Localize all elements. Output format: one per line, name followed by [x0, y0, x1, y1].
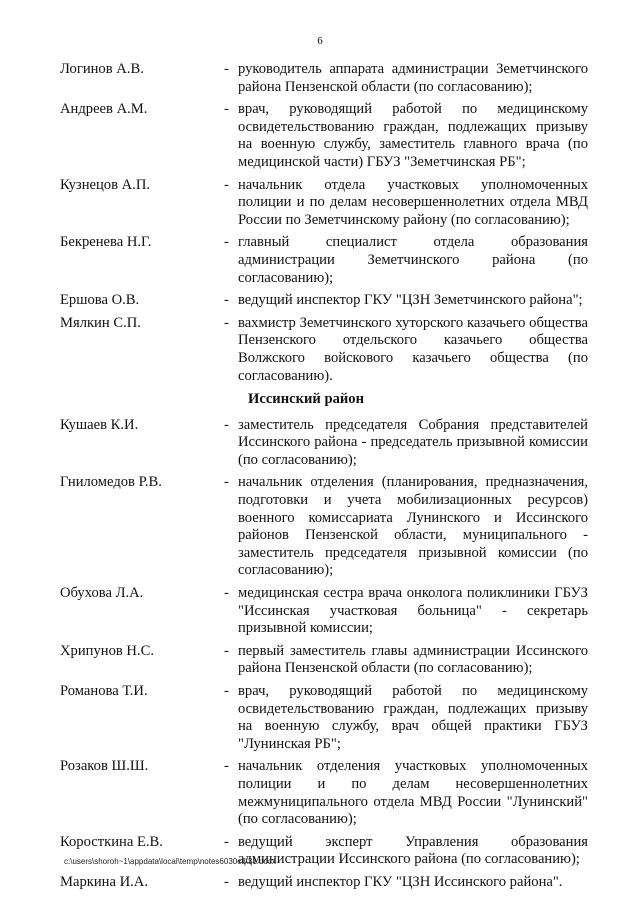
member-name: Коросткина Е.В. — [60, 833, 163, 850]
separator-dash: - — [224, 176, 229, 193]
list-item — [60, 292, 588, 310]
member-position: медицинская сестра врача онколога поликлиники ГБУЗ "Иссинская участковая больница" - секретарь призывной комиссии; — [238, 585, 588, 637]
member-position: ведущий инспектор ГКУ "ЦЗН Иссинского района". — [238, 873, 563, 890]
list-item — [60, 874, 588, 892]
member-name: Логинов А.В. — [60, 61, 144, 77]
separator-dash: - — [224, 314, 229, 331]
member-name: Кушаев К.И. — [60, 416, 139, 433]
entries-before — [60, 61, 588, 385]
member-position: врач, руководящий работой по медицинскому освидетельствованию граждан, подлежащих призыву на военную службу, врач общей практики ГБУЗ "Лунинская РБ"; — [238, 683, 588, 752]
member-position: начальник отделения (планирования, предназначения, подготовки и учета мобилизационных ресурсов) военного комиссариата Лунинского и Иссинского районов Пензенской области, муниципального - заместитель председателя призывной комиссии (по согласованию); — [238, 474, 588, 579]
entries-after — [60, 417, 588, 892]
member-position: ведущий инспектор ГКУ "ЦЗН Земетчинского района"; — [238, 292, 583, 309]
member-position: главный специалист отдела образования администрации Земетчинского района (по согласованию); — [238, 234, 588, 286]
separator-dash: - — [224, 474, 229, 491]
list-item — [60, 61, 588, 96]
member-position: заместитель председателя Собрания представителей Иссинского района - председатель призывной комиссии (по согласованию); — [238, 416, 588, 468]
member-position: вахмистр Земетчинского хуторского казачьего общества Пензенского отдельского казачьего общества Волжского войскового казачьего общества (по согласованию). — [238, 314, 588, 384]
member-name: Андреев А.М. — [60, 101, 148, 118]
member-name: Ершова О.В. — [60, 292, 140, 309]
commission-list — [60, 61, 588, 897]
member-name: Романова Т.И. — [60, 683, 148, 699]
list-item — [60, 417, 588, 470]
footer-file-path: c:\users\shoroh~1\appdata\local\temp\notes6030c8\31.docx — [64, 857, 276, 866]
list-item — [60, 315, 588, 385]
separator-dash: - — [224, 416, 229, 433]
member-position: ведущий эксперт Управления образования администрации Иссинского района (по согласованию); — [238, 833, 588, 868]
member-position: начальник отделения участковых уполномоченных полиции и по делам несовершеннолетних межмуниципального отдела МВД России "Лунинский" (по согласованию); — [238, 758, 588, 828]
member-name: Кузнецов А.П. — [60, 176, 151, 193]
separator-dash: - — [224, 292, 229, 309]
member-name: Обухова Л.А. — [60, 585, 144, 602]
separator-dash: - — [224, 61, 229, 77]
separator-dash: - — [224, 873, 229, 890]
member-name: Гниломедов Р.В. — [60, 474, 162, 491]
separator-dash: - — [224, 683, 229, 699]
member-name: Розаков Ш.Ш. — [60, 758, 149, 775]
list-item — [60, 643, 588, 678]
list-item — [60, 474, 588, 580]
member-name: Бекренева Н.Г. — [60, 234, 152, 251]
member-position: первый заместитель главы администрации Иссинского района Пензенской области (по согласованию); — [238, 642, 588, 677]
section-title: Иссинский район — [248, 391, 365, 408]
list-item — [60, 683, 588, 753]
separator-dash: - — [224, 585, 229, 602]
page-number: 6 — [317, 35, 323, 47]
separator-dash: - — [224, 833, 229, 850]
member-name: Хрипунов Н.С. — [60, 642, 154, 659]
separator-dash: - — [224, 101, 229, 118]
separator-dash: - — [224, 758, 229, 775]
list-item — [60, 101, 588, 171]
list-item — [60, 177, 588, 230]
member-name: Мялкин С.П. — [60, 314, 141, 331]
member-position: начальник отдела участковых уполномоченных полиции и по делам несовершеннолетних отдела МВД России по Земетчинскому району (по согласованию); — [238, 176, 588, 228]
list-item — [60, 234, 588, 287]
member-position: руководитель аппарата администрации Земетчинского района Пензенской области (по согласованию); — [238, 61, 588, 95]
separator-dash: - — [224, 642, 229, 659]
member-name: Маркина И.А. — [60, 873, 148, 890]
list-item — [60, 758, 588, 828]
separator-dash: - — [224, 234, 229, 251]
member-position: врач, руководящий работой по медицинскому освидетельствованию граждан, подлежащих призыву на военную службу, заместитель главного врача (по медицинской части) ГБУЗ "Земетчинская РБ"; — [238, 101, 588, 170]
list-item — [60, 585, 588, 638]
